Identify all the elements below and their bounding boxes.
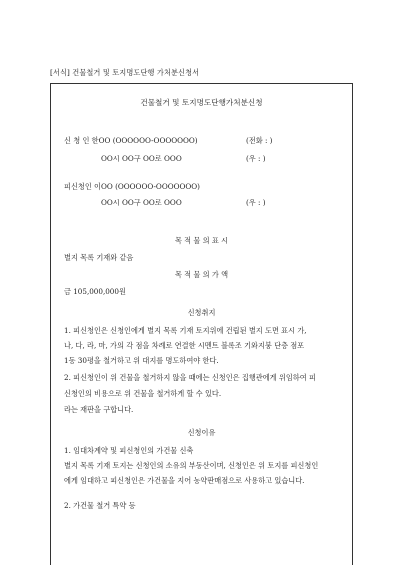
respondent-name-line: 피신청인 이OO (OOOOOO-OOOOOOO) bbox=[64, 182, 200, 191]
respondent-postal: (우 : ) bbox=[246, 198, 266, 207]
value-amount: 금 105,000,000원 bbox=[64, 287, 126, 296]
applicant-address: OO시 OO구 OO로 OOO bbox=[101, 154, 182, 163]
purpose-line: 나, 다, 라, 마, 가의 각 점을 차례로 연결한 시멘트 블록조 기와지붕 단층 점포 bbox=[64, 341, 305, 350]
purpose-line: 라는 재판을 구합니다. bbox=[64, 405, 134, 414]
purpose-line: 신청인의 비용으로 위 건물을 철거하게 할 수 있다. bbox=[64, 389, 222, 398]
value-heading: 목 적 물 의 가 액 bbox=[174, 270, 229, 279]
reason-heading: 신청이유 bbox=[187, 428, 216, 437]
purpose-line: 1. 피신청인은 신청인에게 별지 목록 기재 토지위에 건립된 별지 도면 표시 가, bbox=[64, 326, 307, 335]
reason-line: 에게 임대하고 피신청인은 가건물을 지어 농약판매점으로 사용하고 있습니다. bbox=[64, 476, 305, 485]
applicant-postal: (우 : ) bbox=[246, 154, 266, 163]
reason-line: 1. 임대차계약 및 피신청인의 가건물 신축 bbox=[64, 446, 194, 455]
applicant-phone: (전화 : ) bbox=[246, 136, 273, 145]
reason-line: 별지 목록 기재 토지는 신청인의 소유의 부동산이며, 신청인은 위 토지를 피신청인 bbox=[64, 461, 319, 470]
object-description: 별지 목록 기재와 같음 bbox=[64, 253, 134, 262]
section2-heading: 2. 가건물 철거 특약 등 bbox=[64, 501, 136, 510]
document-frame bbox=[50, 83, 353, 565]
document-title: 건물철거 및 토지명도단행가처분신청 bbox=[140, 98, 263, 107]
purpose-heading: 신청취지 bbox=[187, 308, 216, 317]
purpose-line: 2. 피신청인이 위 건물을 철거하지 않을 때에는 신청인은 집행관에게 위임하여 피 bbox=[64, 373, 316, 382]
respondent-address: OO시 OO구 OO로 OOO bbox=[101, 198, 182, 207]
applicant-name-line: 신 청 인 한OO (OOOOOO-OOOOOOO) bbox=[64, 136, 198, 145]
document-caption: [서식] 건물철거 및 토지명도단행 가처분신청서 bbox=[50, 68, 200, 77]
object-heading: 목 적 물 의 표 시 bbox=[174, 236, 229, 245]
purpose-line: 1동 30평을 철거하고 위 대지를 명도하여야 한다. bbox=[64, 356, 219, 365]
